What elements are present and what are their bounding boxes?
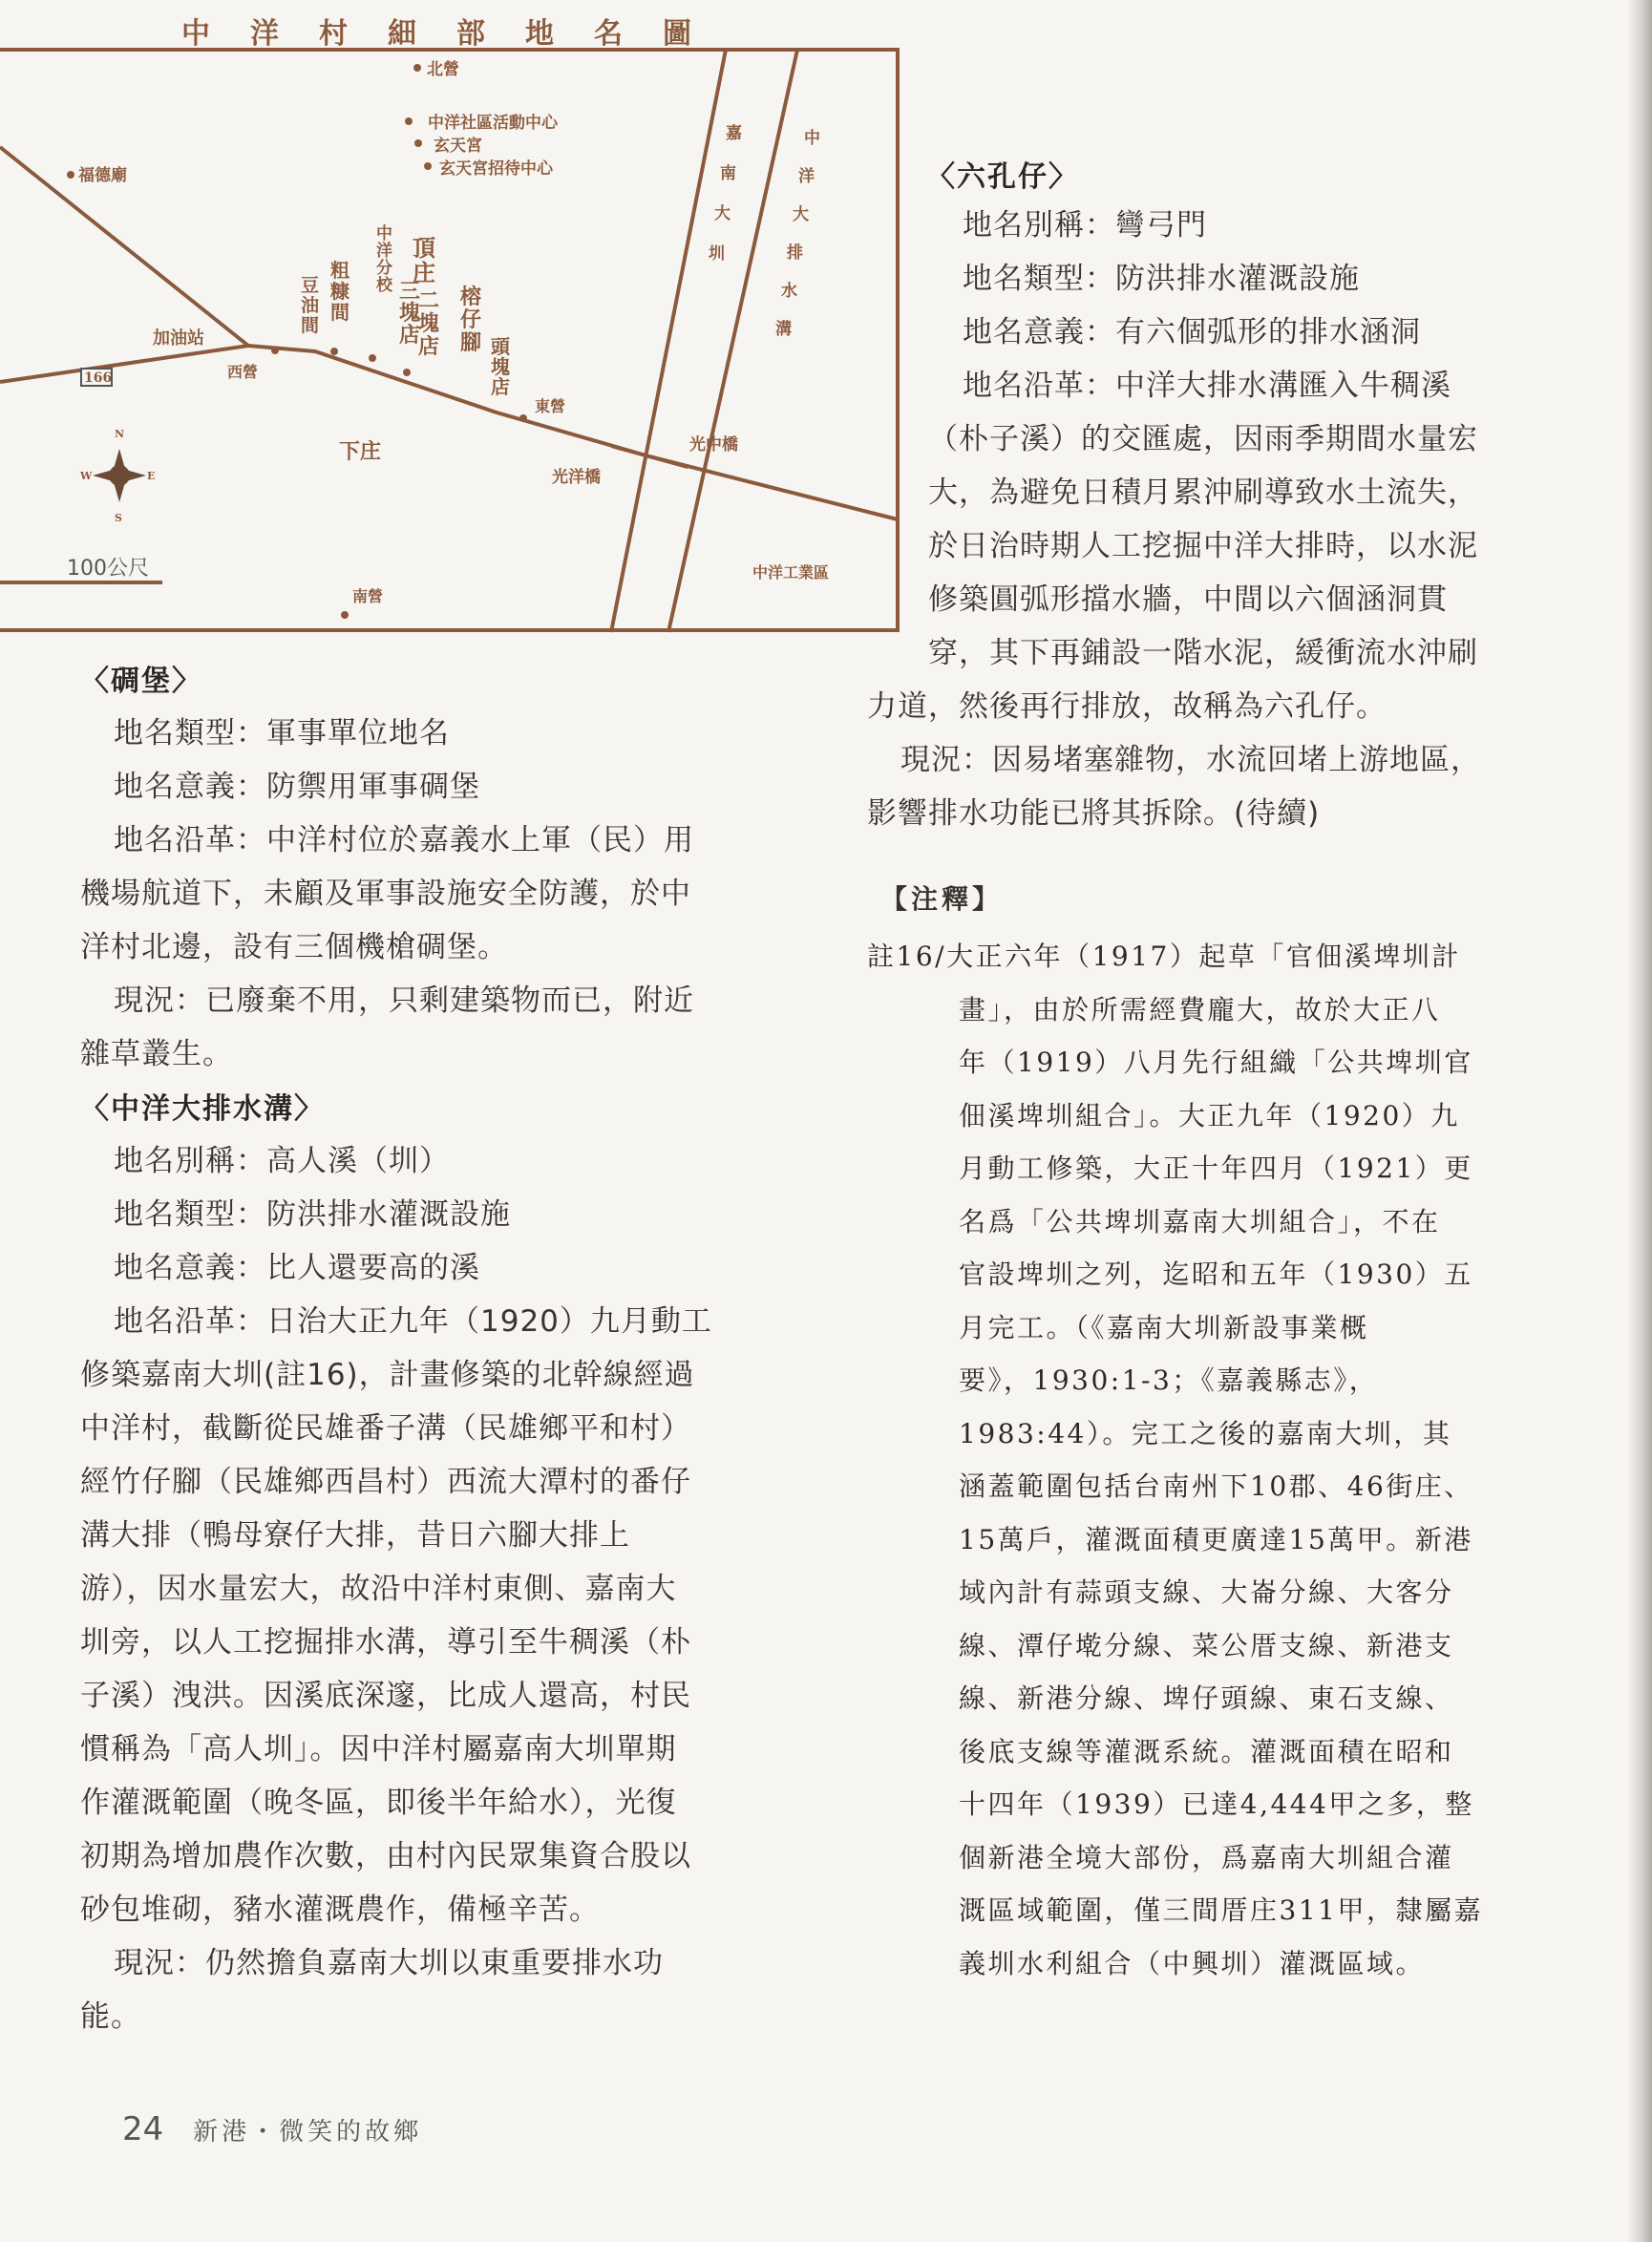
six-holes-status-1: 現況：因易堵塞雜物，水流回堵上游地區， [900,743,1481,777]
note-line: 域內計有蒜頭支線、大崙分線、大客分 [959,1576,1454,1608]
drainage-alias: 地名別稱：高人溪（圳） [114,1144,450,1178]
note-line: 後底支線等灌溉系統。灌溉面積在昭和 [959,1735,1454,1767]
map-label-activity-center: 中洋社區活動中心 [428,114,558,133]
six-holes-alias: 地名別稱：彎弓門 [963,208,1207,243]
map-label-scale: 100公尺 [67,557,149,581]
six-holes-history-7: 力道，然後再行排放，故稱為六孔仔。 [867,689,1387,724]
page-number: 24 [122,2110,164,2148]
bunker-history-2: 機場航道下，未顧及軍事設施安全防護，於中 [80,877,691,911]
map-label-west-camp: 西營 [227,363,259,381]
bunker-history-1: 地名沿革：中洋村位於嘉義水上軍（民）用 [114,823,694,857]
six-holes-history-5: 修築圓弧形擋水牆，中間以六個涵洞貫 [928,582,1448,617]
drainage-history-7: 圳旁，以人工挖掘排水溝，導引至牛稠溪（朴 [80,1625,691,1660]
note-line: 月動工修築，大正十年四月（1921）更 [959,1153,1473,1184]
bunker-status-1: 現況：已廢棄不用，只剩建築物而已，附近 [114,984,694,1018]
six-holes-history-4: 於日治時期人工挖掘中洋大排時，以水泥 [928,529,1478,563]
fude-temple-dot [67,171,74,179]
note-line: 名爲「公共埤圳嘉南大圳組合」，不在 [959,1205,1441,1237]
map-label-south-camp: 南營 [352,587,384,605]
north-camp-dot [413,64,421,72]
map-label-gas-station: 加油站 [153,328,204,349]
drainage-history-5: 溝大排（鴨母寮仔大排，昔日六腳大排上 [80,1518,630,1553]
reception-dot [424,162,432,170]
map-title-char: 部 [456,17,485,51]
shop-dot-2 [403,369,411,376]
six-holes-type: 地名類型：防洪排水灌溉設施 [963,262,1360,296]
drainage-history-1: 地名沿革：日治大正九年（1920）九月動工 [114,1304,712,1339]
note-line: 年（1919）八月先行組織「公共埤圳官 [959,1047,1473,1078]
shop-dot-1 [369,354,376,362]
note-line: 十四年（1939）已達4,444甲之多，整 [959,1788,1474,1820]
note-line: 要》，1930:1-3；《嘉義縣志》， [959,1364,1379,1396]
right-column [867,153,1593,1990]
drainage-meaning: 地名意義：比人還要高的溪 [114,1251,480,1285]
map-label-drainage: 中洋大排水溝 [775,129,820,339]
main-road [0,346,898,519]
six-holes-history-6: 穿，其下再鋪設一階水泥，緩衝流水沖刷 [928,636,1478,670]
drainage-status-2: 能。 [80,1999,141,2034]
notes-body [867,930,1593,1990]
map-label-guangyang-bridge: 光洋橋 [552,468,601,487]
left-column [80,657,815,2043]
temple-dot [414,139,422,147]
map-label-compass-s: S [115,512,122,524]
note-line: 月完工。（《嘉南大圳新設事業概 [959,1311,1369,1343]
drainage-history-2: 修築嘉南大圳(註16)，計畫修築的北幹線經過 [80,1358,695,1392]
six-holes-history-1: 地名沿革：中洋大排水溝匯入牛稠溪 [963,369,1451,403]
drainage-history-3: 中洋村，截斷從民雄番子溝（民雄鄉平和村） [80,1411,691,1446]
note-line: 涵蓋範圍包括台南州下10郡、46街庄、 [959,1470,1473,1502]
map-title-char: 細 [388,17,416,51]
six-holes-meaning: 地名意義：有六個弧形的排水涵洞 [963,315,1421,349]
note-line: 線、新港分線、埤仔頭線、東石支線、 [959,1682,1454,1714]
map-label-industrial-zone: 中洋工業區 [752,563,830,582]
map-label-xiazhuang: 下庄 [339,439,382,464]
drainage-status-1: 現況：仍然擔負嘉南大圳以東重要排水功 [114,1946,664,1980]
map-label-xuantian-temple: 玄天宮 [434,137,482,156]
note-line: 官設埤圳之列，迄昭和五年（1930）五 [959,1258,1473,1290]
drainage-history-12: 砂包堆砌，豬水灌溉農作，備極辛苦。 [80,1893,600,1927]
map-label-reception-center: 玄天宮招待中心 [439,159,553,179]
map-label-compass-w: W [80,470,93,482]
map-title-char: 中 [181,17,210,51]
six-holes-status-2: 影響排水功能已將其拆除。(待續) [867,796,1321,831]
note-line: 線、潭仔墘分線、菜公厝支線、新港支 [959,1629,1454,1661]
map-label-fude-temple: 福德廟 [78,166,127,185]
map-title-char: 地 [525,17,554,51]
section-heading-bunker: 〈碉堡〉 [80,665,202,698]
note-line: 15萬戶，灌溉面積更廣達15萬甲。新港 [959,1523,1473,1555]
notes-heading: 【注釋】 [880,883,1004,915]
section-heading-six-holes: 〈六孔仔〉 [926,160,1079,194]
south-camp-dot [341,611,349,619]
six-holes-history-2: （朴子溪）的交匯處，因雨季期間水量宏 [928,422,1478,456]
note-line: 畫」，由於所需經費龐大，故於大正八 [959,993,1441,1026]
book-title: 新港・微笑的故鄉 [193,2118,423,2147]
map-label-rice-mill: 粗糠間 [330,259,349,324]
map-title [0,4,898,52]
map-label-oil-mill: 豆油間 [301,275,320,336]
bunker-type: 地名類型：軍事單位地名 [114,716,450,751]
map-label-dingzhuang: 頂庄 [413,234,435,286]
note-line: 1983:44）。完工之後的嘉南大圳，其 [959,1417,1452,1449]
map-label-head-shop: 頭塊店 [491,335,510,398]
bunker-history-3: 洋村北邊，設有三個機槍碉堡。 [80,930,508,964]
map-label-compass-e: E [147,470,156,482]
page-footer [122,2110,422,2148]
six-holes-history-3: 大，為避免日積月累沖刷導致水土流失， [928,476,1478,510]
compass-rose [93,449,146,502]
bunker-meaning: 地名意義：防禦用軍事碉堡 [114,770,480,804]
map-title-char: 洋 [250,17,279,51]
note-line: 義圳水利組合（中興圳）灌溉區域。 [959,1947,1426,1979]
map-label-banyan-foot: 榕仔腳 [460,285,482,355]
activity-center-dot [405,117,413,125]
map-label-east-camp: 東營 [535,397,566,415]
drainage-history-8: 子溪）洩洪。因溪底深邃，比成人還高，村民 [80,1679,691,1713]
map-title-char: 村 [319,17,348,51]
section-heading-drainage: 〈中洋大排水溝〉 [80,1092,325,1126]
drainage-history-10: 作灌溉範圍（晚冬區，即後半年給水），光復 [80,1786,677,1820]
bunker-status-2: 雜草叢生。 [80,1037,233,1071]
note-line: 溉區域範圍，僅三間厝庄311甲，隸屬嘉 [959,1894,1483,1926]
map-label-two-shops: 二塊店 [418,288,440,359]
east-camp-dot [519,414,527,422]
bridge-mark [611,447,688,468]
map-label-school: 中洋分校 [376,224,392,295]
rice-mill-dot [330,348,338,355]
map-title-char: 名 [594,17,623,51]
map-label-canal: 嘉南大圳 [709,124,742,264]
drainage-history-6: 游），因水量宏大，故沿中洋村東側、嘉南大 [80,1572,677,1606]
drainage-type: 地名類型：防洪排水灌溉設施 [114,1197,511,1232]
map-label-guangzhong-bridge: 光中橋 [689,435,738,455]
page-edge-shadow [1627,0,1652,2242]
drainage-history-11: 初期為增加農作次數，由村內民眾集資合股以 [80,1839,691,1873]
canal-line [611,50,726,632]
note-line: 佃溪埤圳組合」。大正九年（1920）九 [959,1099,1460,1132]
map-label-north-camp: 北營 [427,60,459,79]
map-label-compass-n: N [115,428,125,440]
note-line: 個新港全境大部份，爲嘉南大圳組合灌 [959,1841,1454,1873]
map-title-char: 圖 [663,17,691,51]
village-map [0,48,902,634]
drainage-history-9: 慣稱為「高人圳」。因中洋村屬嘉南大圳單期 [80,1732,677,1766]
map-label-route: 166 [84,370,113,386]
map-label-three-shops: 三塊店 [399,279,421,348]
west-camp-dot [271,347,279,354]
drainage-history-4: 經竹仔腳（民雄鄉西昌村）西流大潭村的番仔 [80,1465,691,1499]
note-line: 註16/大正六年（1917）起草「官佃溪埤圳計 [867,941,1461,972]
